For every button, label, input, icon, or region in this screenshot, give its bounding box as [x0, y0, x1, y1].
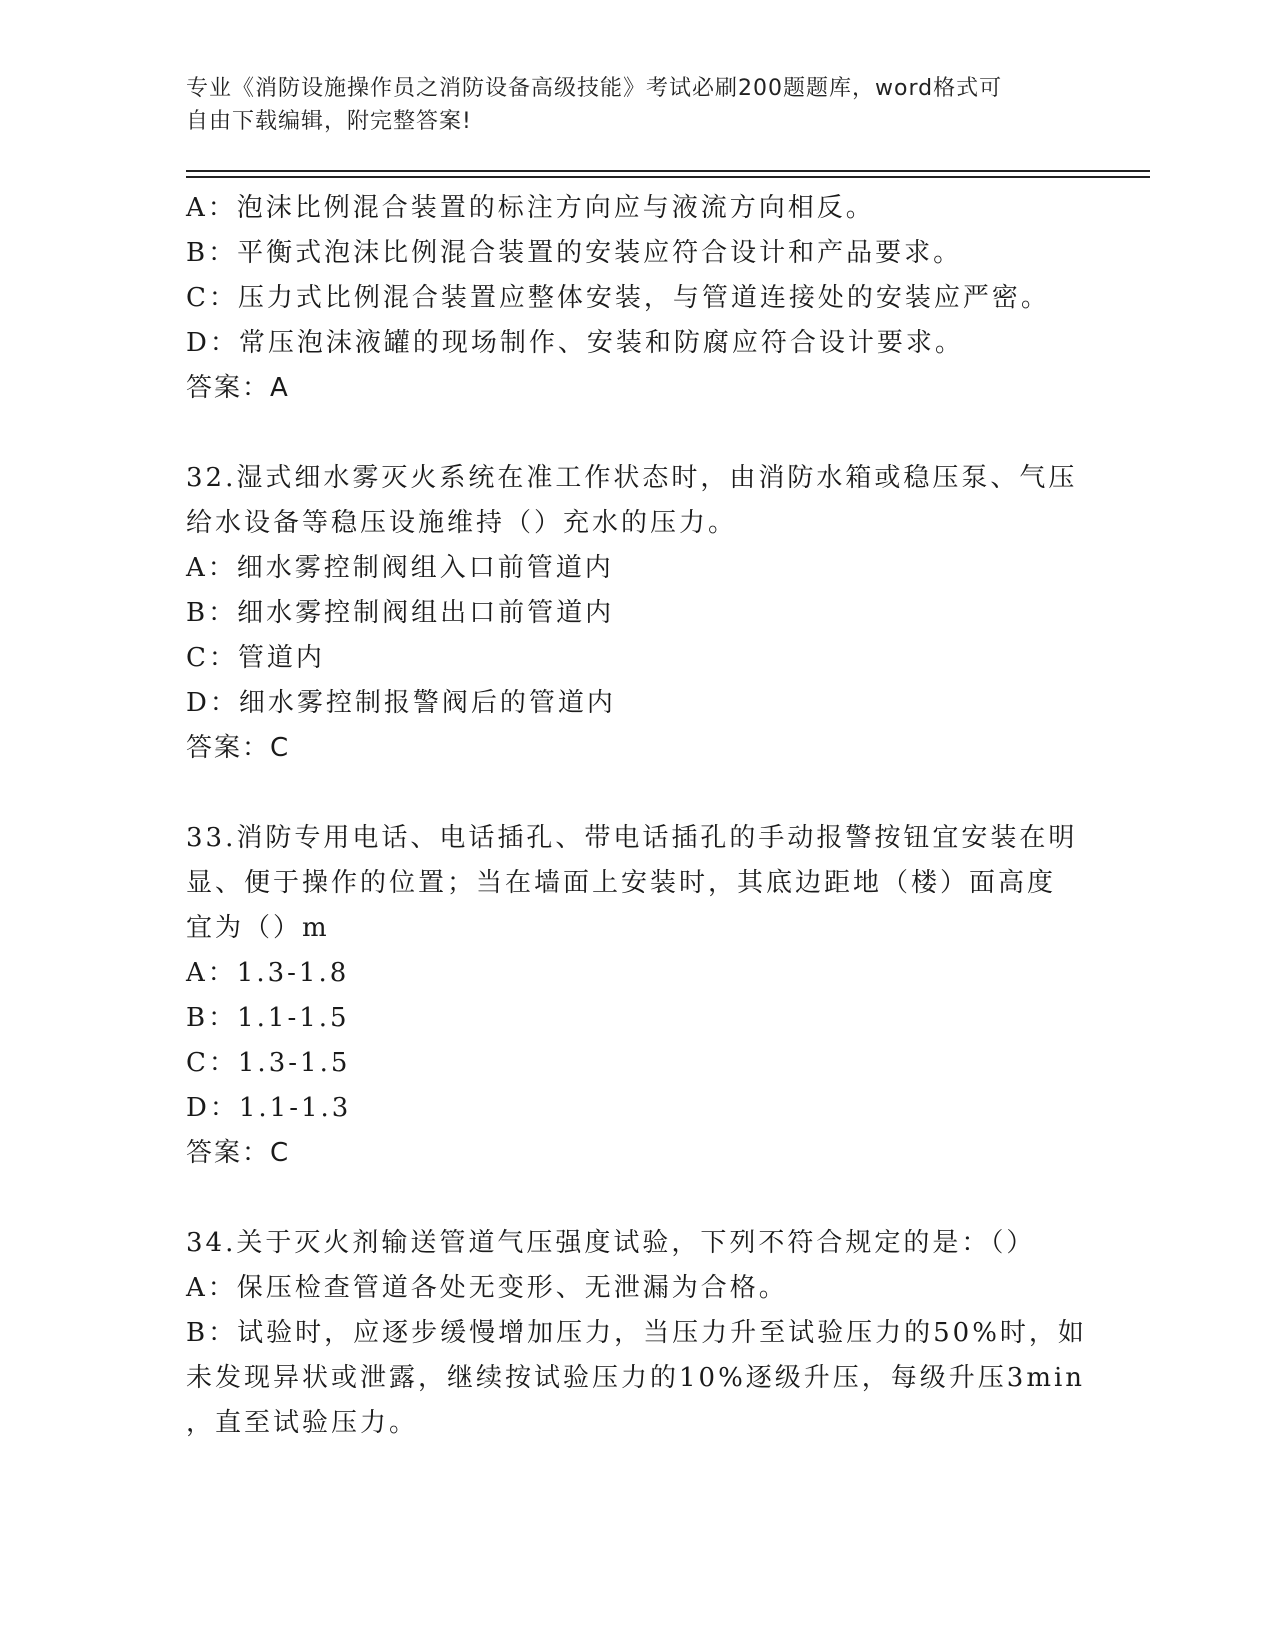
option-a: A：保压检查管道各处无变形、无泄漏为合格。 [186, 1273, 788, 1303]
option-b: B：细水雾控制阀组出口前管道内 [186, 598, 615, 628]
question-33 [186, 816, 1086, 1176]
question-stem: 显、便于操作的位置；当在墙面上安装时，其底边距地（楼）面高度 [186, 868, 1057, 898]
question-stem: 32.湿式细水雾灭火系统在准工作状态时，由消防水箱或稳压泵、气压 [186, 463, 1078, 493]
option-a: A：1.3-1.8 [186, 958, 350, 988]
question-content [186, 186, 1086, 1446]
question-stem: 34.关于灭火剂输送管道气压强度试验，下列不符合规定的是：（） [186, 1228, 1036, 1258]
header-rule-bottom [186, 176, 1150, 178]
spacer [186, 1176, 1086, 1221]
page-header [186, 72, 1086, 138]
question-stem: 33.消防专用电话、电话插孔、带电话插孔的手动报警按钮宜安装在明 [186, 823, 1078, 853]
option-b: B：1.1-1.5 [186, 1003, 350, 1033]
answer: 答案：C [186, 1138, 291, 1168]
option-c: C：管道内 [186, 643, 325, 673]
option-b: B：试验时，应逐步缓慢增加压力，当压力升至试验压力的50%时，如 [186, 1318, 1087, 1348]
header-line-1: 专业《消防设施操作员之消防设备高级技能》考试必刷200题题库，word格式可 [186, 76, 1003, 101]
question-34 [186, 1221, 1086, 1446]
option-b-continued: 未发现异状或泄露，继续按试验压力的10%逐级升压，每级升压3min [186, 1363, 1086, 1393]
option-d: D：1.1-1.3 [186, 1093, 352, 1123]
question-stem: 给水设备等稳压设施维持（）充水的压力。 [186, 508, 738, 538]
option-b: B：平衡式泡沫比例混合装置的安装应符合设计和产品要求。 [186, 238, 963, 268]
option-b-continued: ，直至试验压力。 [186, 1408, 419, 1438]
option-d: D：常压泡沫液罐的现场制作、安装和防腐应符合设计要求。 [186, 328, 964, 358]
question-32 [186, 456, 1086, 771]
header-line-2: 自由下载编辑，附完整答案! [186, 109, 472, 134]
option-a: A：细水雾控制阀组入口前管道内 [186, 553, 614, 583]
option-c: C：压力式比例混合装置应整体安装，与管道连接处的安装应严密。 [186, 283, 1050, 313]
spacer [186, 771, 1086, 816]
option-a: A：泡沫比例混合装置的标注方向应与液流方向相反。 [186, 193, 875, 223]
answer: 答案：A [186, 373, 290, 403]
answer: 答案：C [186, 733, 291, 763]
header-rule-top [186, 170, 1150, 172]
option-d: D：细水雾控制报警阀后的管道内 [186, 688, 616, 718]
option-c: C：1.3-1.5 [186, 1048, 351, 1078]
question-31 [186, 186, 1086, 411]
spacer [186, 411, 1086, 456]
question-stem: 宜为（）m [186, 913, 330, 943]
